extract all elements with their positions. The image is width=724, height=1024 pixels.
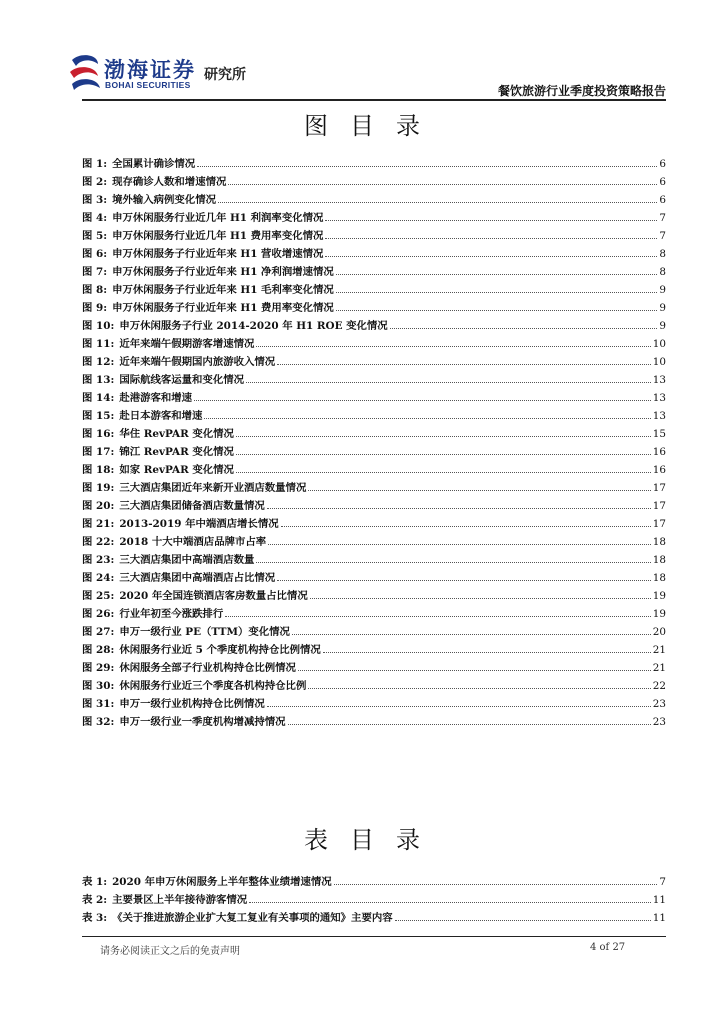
toc-entry-caption: 休闲服务全部子行业机构持仓比例情况 <box>119 662 296 674</box>
toc-entry-caption: 赴港游客和增速 <box>119 392 193 404</box>
toc-entry-number: 图 16: <box>82 428 115 440</box>
toc-entry[interactable] <box>82 317 666 335</box>
toc-entry-page: 10 <box>652 356 666 368</box>
toc-entry[interactable] <box>82 677 666 695</box>
toc-entry-number: 图 20: <box>82 500 115 512</box>
toc-entry[interactable] <box>82 407 666 425</box>
toc-entry[interactable] <box>82 263 666 281</box>
toc-entry-page: 6 <box>659 194 666 206</box>
toc-entry[interactable] <box>82 245 666 263</box>
toc-entry-number: 表 1: <box>82 876 108 888</box>
toc-entry-caption: 现存确诊人数和增速情况 <box>112 176 227 188</box>
toc-entry[interactable] <box>82 497 666 515</box>
toc-entry-number: 图 6: <box>82 248 108 260</box>
toc-entry-page: 19 <box>652 590 666 602</box>
toc-entry-caption: 三大酒店集团近年来新开业酒店数量情况 <box>119 482 307 494</box>
toc-dot-leader <box>256 346 650 347</box>
toc-entry-number: 图 9: <box>82 302 108 314</box>
toc-entry-page: 11 <box>652 912 666 924</box>
toc-entry[interactable] <box>82 873 666 891</box>
toc-entry-caption: 申万休闲服务行业近几年 H1 利润率变化情况 <box>112 212 324 224</box>
toc-entry[interactable] <box>82 335 666 353</box>
toc-entry[interactable] <box>82 227 666 245</box>
toc-entry-page: 13 <box>652 410 666 422</box>
toc-dot-leader <box>268 544 651 545</box>
toc-dot-leader <box>395 920 651 921</box>
toc-entry-number: 图 25: <box>82 590 115 602</box>
report-title: 餐饮旅游行业季度投资策略报告 <box>497 84 666 98</box>
toc-entry-caption: 休闲服务行业近三个季度各机构持仓比例 <box>119 680 307 692</box>
toc-entry-caption: 华住 RevPAR 变化情况 <box>119 428 234 440</box>
toc-entry[interactable] <box>82 515 666 533</box>
toc-entry-caption: 申万休闲服务行业近几年 H1 费用率变化情况 <box>112 230 324 242</box>
toc-entry-number: 图 12: <box>82 356 115 368</box>
toc-entry-caption: 境外输入病例变化情况 <box>112 194 216 206</box>
toc-dot-leader <box>197 166 657 167</box>
toc-entry-caption: 近年来端午假期国内旅游收入情况 <box>119 356 276 368</box>
toc-entry-page: 7 <box>659 876 666 888</box>
toc-dot-leader <box>236 436 651 437</box>
toc-entry-number: 图 28: <box>82 644 115 656</box>
toc-entry[interactable] <box>82 425 666 443</box>
toc-entry-page: 7 <box>659 212 666 224</box>
page-number: 4 of 27 <box>590 942 626 953</box>
toc-entry[interactable] <box>82 281 666 299</box>
toc-entry-caption: 《关于推进旅游企业扩大复工复业有关事项的通知》主要内容 <box>112 912 393 924</box>
toc-entry-caption: 2020 年申万休闲服务上半年整体业绩增速情况 <box>112 876 332 888</box>
toc-dot-leader <box>277 580 651 581</box>
toc-entry-page: 8 <box>659 248 666 260</box>
footer-divider <box>82 936 666 937</box>
toc-dot-leader <box>288 724 651 725</box>
toc-dot-leader <box>325 256 657 257</box>
toc-entry-page: 13 <box>652 374 666 386</box>
toc-entry-number: 图 13: <box>82 374 115 386</box>
toc-entry[interactable] <box>82 695 666 713</box>
toc-entry-page: 9 <box>659 320 666 332</box>
toc-dot-leader <box>225 616 651 617</box>
toc-entry-page: 7 <box>659 230 666 242</box>
toc-entry-number: 图 31: <box>82 698 115 710</box>
toc-entry-number: 图 32: <box>82 716 115 728</box>
toc-dot-leader <box>281 526 651 527</box>
toc-entry-page: 16 <box>652 464 666 476</box>
toc-entry-page: 18 <box>652 554 666 566</box>
toc-entry-number: 图 18: <box>82 464 115 476</box>
toc-entry-caption: 三大酒店集团中高端酒店数量 <box>119 554 255 566</box>
toc-entry-number: 图 8: <box>82 284 108 296</box>
header-divider <box>82 99 666 101</box>
toc-entry-number: 图 10: <box>82 320 115 332</box>
toc-entry[interactable] <box>82 713 666 731</box>
toc-entry-caption: 近年来端午假期游客增速情况 <box>119 338 255 350</box>
toc-entry-page: 8 <box>659 266 666 278</box>
toc-entry[interactable] <box>82 659 666 677</box>
toc-entry[interactable] <box>82 209 666 227</box>
toc-entry-number: 图 15: <box>82 410 115 422</box>
toc-dot-leader <box>336 292 658 293</box>
toc-entry-number: 图 26: <box>82 608 115 620</box>
toc-entry-number: 图 5: <box>82 230 108 242</box>
toc-entry-page: 18 <box>652 536 666 548</box>
toc-entry-page: 13 <box>652 392 666 404</box>
toc-entry-caption: 全国累计确诊情况 <box>112 158 196 170</box>
toc-entry[interactable] <box>82 909 666 927</box>
toc-entry-page: 11 <box>652 894 666 906</box>
toc-entry-caption: 如家 RevPAR 变化情况 <box>119 464 234 476</box>
tables-toc-title: 表目录 <box>304 826 442 854</box>
toc-entry[interactable] <box>82 299 666 317</box>
toc-entry-page: 21 <box>652 662 666 674</box>
toc-dot-leader <box>310 598 651 599</box>
toc-entry[interactable] <box>82 587 666 605</box>
toc-dot-leader <box>249 902 651 903</box>
toc-entry-caption: 申万休闲服务子行业近年来 H1 营收增速情况 <box>112 248 324 260</box>
toc-entry-page: 21 <box>652 644 666 656</box>
logo-english-name: BOHAI SECURITIES <box>105 80 191 90</box>
toc-dot-leader <box>267 706 651 707</box>
toc-entry-number: 图 3: <box>82 194 108 206</box>
toc-entry-page: 18 <box>652 572 666 584</box>
toc-dot-leader <box>277 364 651 365</box>
toc-entry-caption: 申万休闲服务子行业近年来 H1 费用率变化情况 <box>112 302 334 314</box>
toc-entry[interactable] <box>82 891 666 909</box>
toc-entry[interactable] <box>82 155 666 173</box>
toc-entry-number: 图 7: <box>82 266 108 278</box>
toc-entry-page: 6 <box>659 158 666 170</box>
toc-dot-leader <box>336 274 658 275</box>
toc-entry[interactable] <box>82 461 666 479</box>
toc-entry[interactable] <box>82 389 666 407</box>
toc-entry-number: 图 19: <box>82 482 115 494</box>
toc-entry[interactable] <box>82 191 666 209</box>
toc-dot-leader <box>308 490 650 491</box>
toc-entry-caption: 2020 年全国连锁酒店客房数量占比情况 <box>119 590 308 602</box>
toc-entry-page: 17 <box>652 500 666 512</box>
toc-entry[interactable] <box>82 623 666 641</box>
toc-entry-caption: 申万一级行业一季度机构增减持情况 <box>119 716 286 728</box>
toc-dot-leader <box>236 472 651 473</box>
toc-entry-caption: 锦江 RevPAR 变化情况 <box>119 446 234 458</box>
toc-entry-caption: 申万休闲服务子行业 2014-2020 年 H1 ROE 变化情况 <box>119 320 388 332</box>
toc-dot-leader <box>194 400 651 401</box>
toc-entry-number: 图 30: <box>82 680 115 692</box>
toc-entry-number: 图 4: <box>82 212 108 224</box>
toc-entry[interactable] <box>82 605 666 623</box>
toc-entry-caption: 申万一级行业 PE（TTM）变化情况 <box>119 626 290 638</box>
toc-dot-leader <box>298 670 651 671</box>
toc-entry-page: 16 <box>652 446 666 458</box>
toc-entry[interactable] <box>82 641 666 659</box>
disclaimer-note: 请务必阅读正文之后的免责声明 <box>100 946 240 957</box>
toc-entry-page: 17 <box>652 482 666 494</box>
toc-entry-caption: 三大酒店集团储备酒店数量情况 <box>119 500 265 512</box>
toc-entry-number: 图 22: <box>82 536 115 548</box>
toc-dot-leader <box>336 310 658 311</box>
figures-toc-list <box>82 155 666 731</box>
toc-entry-caption: 申万休闲服务子行业近年来 H1 毛利率变化情况 <box>112 284 334 296</box>
toc-dot-leader <box>228 184 657 185</box>
toc-entry-number: 图 21: <box>82 518 115 530</box>
toc-entry-number: 图 2: <box>82 176 108 188</box>
toc-entry[interactable] <box>82 569 666 587</box>
toc-dot-leader <box>308 688 650 689</box>
toc-entry-page: 20 <box>652 626 666 638</box>
toc-entry-caption: 申万一级行业机构持仓比例情况 <box>119 698 265 710</box>
toc-entry-number: 图 14: <box>82 392 115 404</box>
toc-entry-caption: 赴日本游客和增速 <box>119 410 203 422</box>
toc-entry-number: 图 27: <box>82 626 115 638</box>
toc-entry[interactable] <box>82 551 666 569</box>
toc-entry-caption: 2018 十大中端酒店品牌市占率 <box>119 536 267 548</box>
institute-label: 研究所 <box>204 67 246 83</box>
toc-dot-leader <box>246 382 651 383</box>
toc-entry-page: 19 <box>652 608 666 620</box>
toc-entry[interactable] <box>82 353 666 371</box>
toc-entry-page: 9 <box>659 302 666 314</box>
toc-dot-leader <box>256 562 650 563</box>
figures-toc-title: 图目录 <box>304 112 442 140</box>
toc-entry-page: 6 <box>659 176 666 188</box>
toc-dot-leader <box>325 220 657 221</box>
toc-entry-page: 22 <box>652 680 666 692</box>
toc-entry[interactable] <box>82 533 666 551</box>
toc-entry-caption: 行业年初至今涨跌排行 <box>119 608 224 620</box>
toc-entry-number: 图 1: <box>82 158 108 170</box>
toc-entry[interactable] <box>82 173 666 191</box>
toc-dot-leader <box>334 884 658 885</box>
toc-dot-leader <box>267 508 651 509</box>
toc-entry-page: 9 <box>659 284 666 296</box>
toc-entry-number: 表 2: <box>82 894 108 906</box>
toc-entry-caption: 2013-2019 年中端酒店增长情况 <box>119 518 279 530</box>
toc-entry[interactable] <box>82 371 666 389</box>
toc-entry-page: 10 <box>652 338 666 350</box>
toc-entry-number: 图 17: <box>82 446 115 458</box>
toc-entry-caption: 国际航线客运量和变化情况 <box>119 374 244 386</box>
toc-entry-number: 图 11: <box>82 338 115 350</box>
toc-entry-page: 23 <box>652 698 666 710</box>
tables-toc-list <box>82 873 666 927</box>
page-header <box>68 52 666 98</box>
toc-entry-page: 17 <box>652 518 666 530</box>
toc-dot-leader <box>218 202 657 203</box>
toc-dot-leader <box>325 238 657 239</box>
toc-entry-caption: 主要景区上半年接待游客情况 <box>112 894 248 906</box>
toc-dot-leader <box>236 454 651 455</box>
toc-entry[interactable] <box>82 443 666 461</box>
toc-entry-caption: 申万休闲服务子行业近年来 H1 净利润增速情况 <box>112 266 334 278</box>
toc-entry-page: 23 <box>652 716 666 728</box>
bohai-logo-icon <box>68 52 102 92</box>
toc-dot-leader <box>292 634 651 635</box>
logo-chinese-name: 渤海证券 <box>104 57 196 82</box>
toc-entry-caption: 休闲服务行业近 5 个季度机构持仓比例情况 <box>119 644 321 656</box>
toc-dot-leader <box>323 652 651 653</box>
toc-entry-number: 图 29: <box>82 662 115 674</box>
toc-dot-leader <box>390 328 658 329</box>
toc-entry[interactable] <box>82 479 666 497</box>
toc-entry-number: 图 23: <box>82 554 115 566</box>
toc-entry-number: 表 3: <box>82 912 108 924</box>
toc-entry-caption: 三大酒店集团中高端酒店占比情况 <box>119 572 276 584</box>
toc-entry-number: 图 24: <box>82 572 115 584</box>
toc-dot-leader <box>204 418 650 419</box>
toc-entry-page: 15 <box>652 428 666 440</box>
